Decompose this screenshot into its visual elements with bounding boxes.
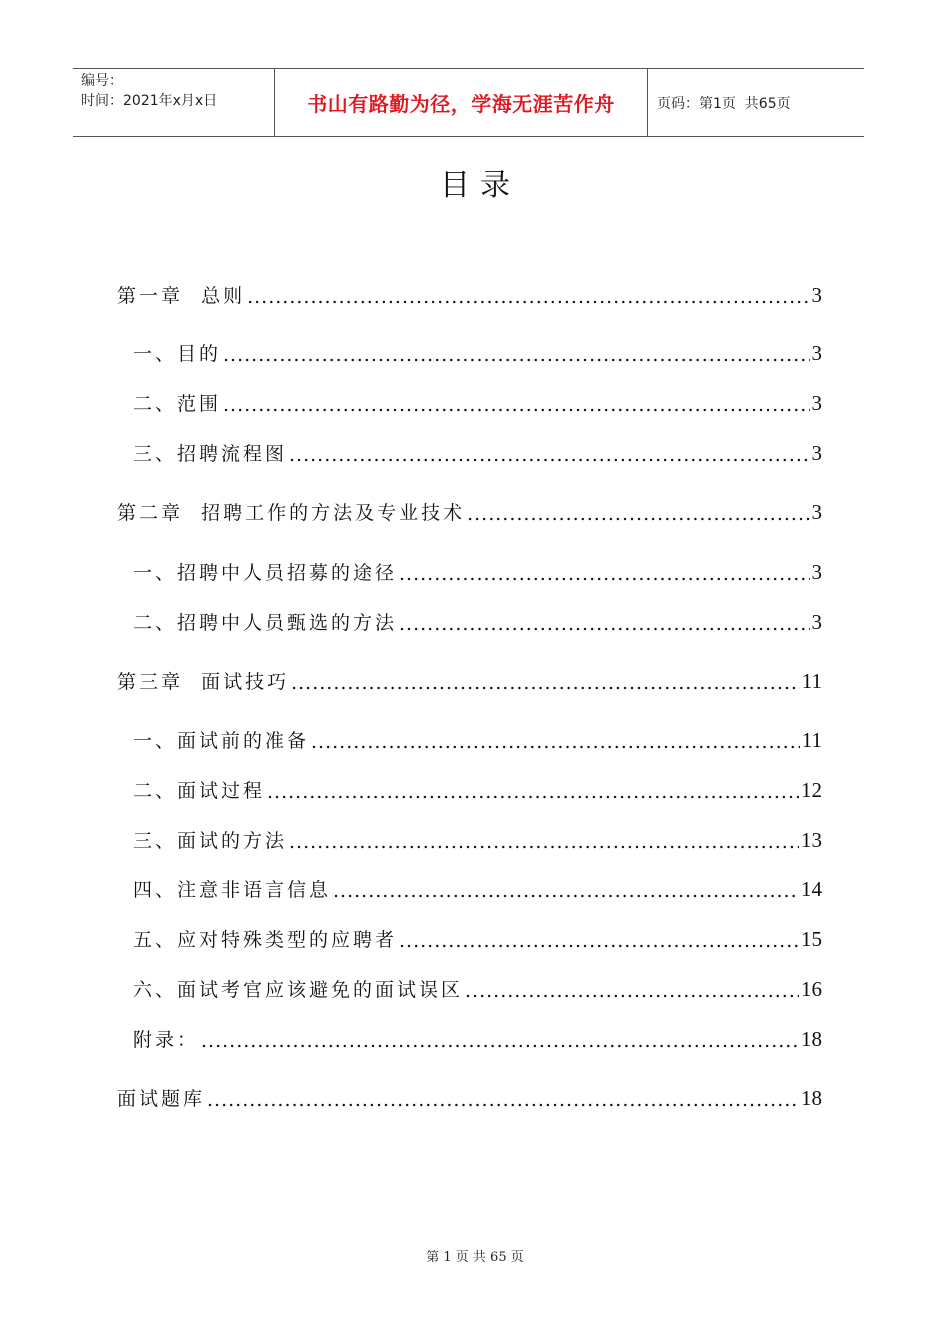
toc-entry[interactable] [117, 280, 822, 308]
toc-entry-label: 四、注意非语言信息 [133, 879, 332, 901]
toc-entry-page: 3 [811, 283, 822, 307]
toc-leader-dots [465, 980, 799, 1002]
toc-leader-dots [311, 731, 800, 753]
toc-entry-label: 第二章 招聘工作的方法及专业技术 [117, 502, 466, 524]
toc-entry-label: 六、面试考官应该避免的面试误区 [133, 979, 464, 1001]
toc-leader-dots [289, 831, 799, 853]
toc-entry[interactable] [133, 1024, 822, 1052]
toc-leader-dots [201, 1030, 799, 1052]
toc-entry-page: 3 [811, 441, 822, 465]
toc-entry-label: 五、应对特殊类型的应聘者 [133, 929, 398, 951]
toc-leader-dots [207, 1089, 799, 1111]
toc-entry-page: 18 [801, 1086, 822, 1110]
toc-entry[interactable] [133, 438, 822, 466]
date-label: 时间：2021年x月x日 [81, 93, 218, 109]
toc-leader-dots [267, 781, 799, 803]
toc-entry-label: 二、招聘中人员甄选的方法 [133, 612, 398, 634]
toc-entry[interactable] [133, 825, 822, 853]
toc-entry[interactable] [133, 924, 822, 952]
toc-leader-dots [399, 930, 799, 952]
toc-leader-dots [289, 444, 809, 466]
toc-entry[interactable] [117, 666, 822, 694]
page-title: 目录 [440, 168, 520, 203]
toc-entry-label: 三、招聘流程图 [133, 443, 288, 465]
toc-entry[interactable] [133, 607, 822, 635]
toc-leader-dots [399, 563, 809, 585]
toc-entry-label: 附录： [133, 1029, 200, 1051]
page-footer: 第 1 页 共 65 页 [426, 1250, 524, 1265]
toc-leader-dots [223, 344, 809, 366]
toc-entry[interactable] [133, 725, 822, 753]
toc-entry[interactable] [133, 974, 822, 1002]
toc-leader-dots [399, 613, 809, 635]
toc-entry-page: 15 [801, 927, 822, 951]
toc-entry-label: 第一章 总则 [117, 285, 246, 307]
toc-leader-dots [247, 286, 809, 308]
toc-entry[interactable] [117, 1083, 822, 1111]
toc-entry-page: 3 [811, 610, 822, 634]
toc-entry-label: 第三章 面试技巧 [117, 671, 290, 693]
toc-entry-page: 11 [801, 669, 822, 693]
toc-entry-page: 18 [801, 1027, 822, 1051]
toc-entry-label: 面试题库 [117, 1088, 206, 1110]
toc-entry-page: 11 [801, 728, 822, 752]
toc-entry-page: 13 [801, 828, 822, 852]
toc-entry-page: 12 [801, 778, 822, 802]
toc-entry-page: 16 [801, 977, 822, 1001]
toc-entry[interactable] [133, 775, 822, 803]
toc-entry[interactable] [133, 874, 822, 902]
toc-entry-label: 三、面试的方法 [133, 830, 288, 852]
toc-leader-dots [291, 672, 800, 694]
page-info: 页码：第1页 共65页 [657, 95, 791, 112]
toc-entry[interactable] [133, 338, 822, 366]
toc-entry-label: 一、面试前的准备 [133, 730, 310, 752]
motto-text: 书山有路勤为径，学海无涯苦作舟 [307, 92, 615, 116]
toc-entry-page: 3 [811, 341, 822, 365]
toc-leader-dots [333, 880, 799, 902]
toc-entry[interactable] [117, 497, 822, 525]
toc-entry-label: 二、面试过程 [133, 780, 266, 802]
toc-entry-page: 3 [811, 391, 822, 415]
toc-entry[interactable] [133, 557, 822, 585]
toc-entry-label: 一、目的 [133, 343, 222, 365]
toc-entry-page: 3 [811, 560, 822, 584]
number-label: 编号： [81, 73, 123, 89]
toc-leader-dots [467, 503, 809, 525]
toc-entry-page: 3 [811, 500, 822, 524]
toc-entry-label: 一、招聘中人员招募的途径 [133, 562, 398, 584]
toc-entry-page: 14 [801, 877, 822, 901]
toc-entry-label: 二、范围 [133, 393, 222, 415]
toc-entry[interactable] [133, 388, 822, 416]
toc-leader-dots [223, 394, 809, 416]
